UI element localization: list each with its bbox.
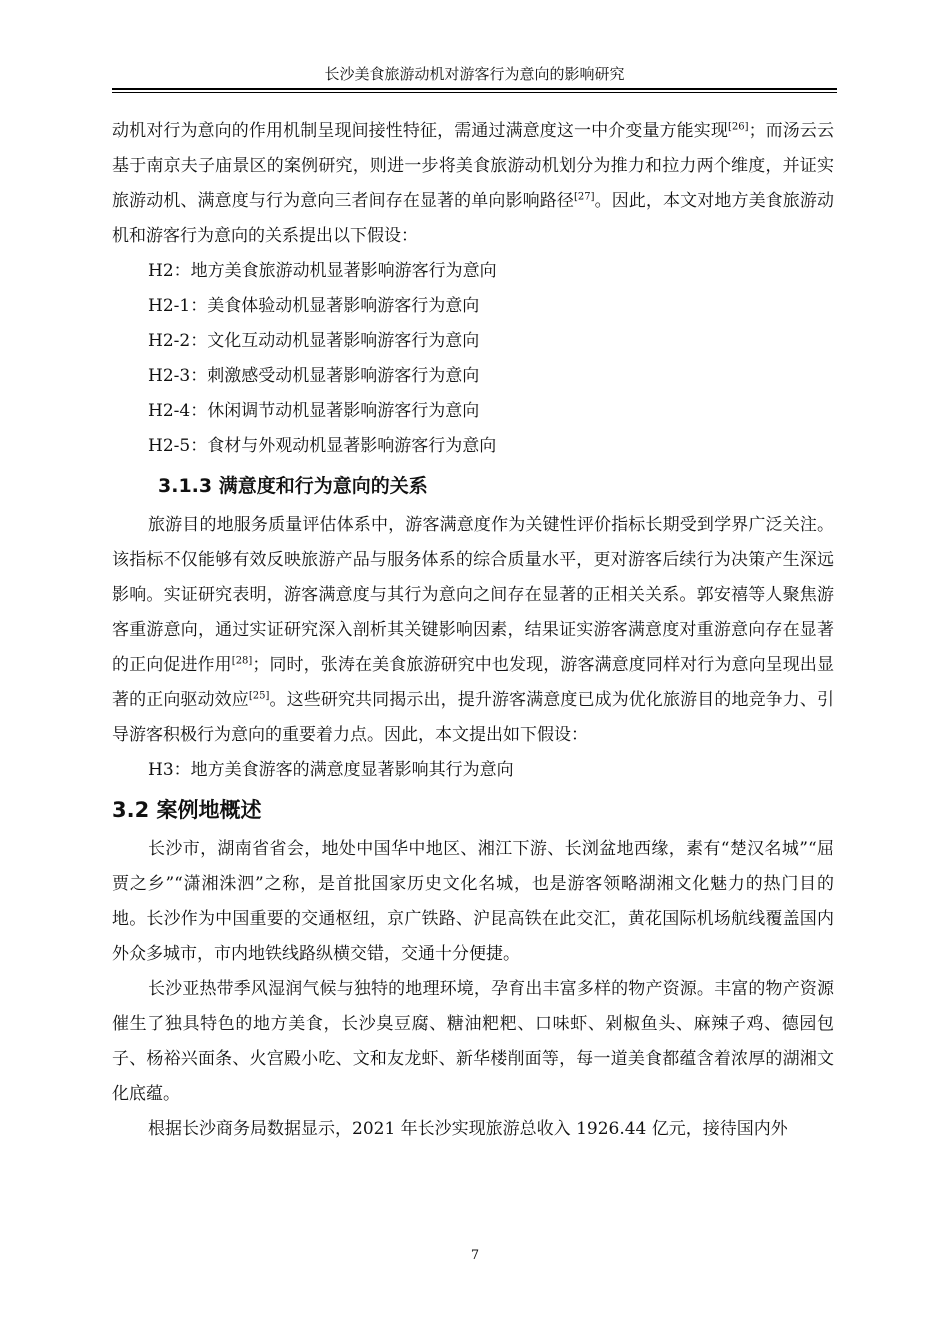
header-rule-thin bbox=[112, 92, 837, 93]
hypothesis-h3: H3：地方美食游客的满意度显著影响其行为意向 bbox=[148, 760, 514, 780]
hypothesis-h2-1: H2-1：美食体验动机显著影响游客行为意向 bbox=[148, 296, 480, 316]
header-rule bbox=[112, 88, 837, 90]
page-number: 7 bbox=[470, 1248, 480, 1263]
hypothesis-h2-4: H2-4：休闲调节动机显著影响游客行为意向 bbox=[148, 401, 480, 421]
hypothesis-h2-5: H2-5：食材与外观动机显著影响游客行为意向 bbox=[148, 436, 497, 456]
citation: [25] bbox=[248, 690, 270, 702]
citation: [27] bbox=[573, 191, 595, 203]
paragraph: 根据长沙商务局数据显示，2021 年长沙实现旅游总收入 1926.44 亿元，接待国内外 bbox=[148, 1119, 788, 1139]
paragraph: 动机对行为意向的作用机制呈现间接性特征，需通过满意度这一中介变量方能实现[26]；而汤云云基于南京夫子庙景区的案例研究，则进一步将美食旅游动机划分为推力和拉力两个维度，并证实旅游动机、满意度与行为意向三者间存在显著的单向影响路径[27]。因此，本文对地方美食旅游动机和游客行为意向的关系提出以下假设： bbox=[112, 121, 835, 246]
subsection-heading: 3.1.3 满意度和行为意向的关系 bbox=[158, 475, 428, 497]
body-text bbox=[112, 114, 834, 1147]
hypothesis-h2-3: H2-3：刺激感受动机显著影响游客行为意向 bbox=[148, 366, 480, 386]
paragraph: 长沙市，湖南省省会，地处中国华中地区、湘江下游、长浏盆地西缘，素有“楚汉名城”“屈贾之乡”“潇湘洙泗”之称，是首批国家历史文化名城，也是游客领略湖湘文化魅力的热门目的地。长沙作为中国重要的交通枢纽，京广铁路、沪昆高铁在此交汇，黄花国际机场航线覆盖国内外众多城市，市内地铁线路纵横交错，交通十分便捷。 bbox=[112, 839, 834, 964]
paragraph: 长沙亚热带季风湿润气候与独特的地理环境，孕育出丰富多样的物产资源。丰富的物产资源催生了独具特色的地方美食，长沙臭豆腐、糖油粑粑、口味虾、剁椒鱼头、麻辣子鸡、德园包子、杨裕兴面条、火宫殿小吃、文和友龙虾、新华楼削面等，每一道美食都蕴含着浓厚的湖湘文化底蕴。 bbox=[112, 979, 834, 1104]
section-heading: 3.2 案例地概述 bbox=[112, 798, 262, 822]
running-header: 长沙美食旅游动机对游客行为意向的影响研究 bbox=[324, 65, 625, 83]
paragraph: 旅游目的地服务质量评估体系中，游客满意度作为关键性评价指标长期受到学界广泛关注。该指标不仅能够有效反映旅游产品与服务体系的综合质量水平，更对游客后续行为决策产生深远影响。实证研究表明，游客满意度与其行为意向之间存在显著的正相关关系。郭安禧等人聚焦游客重游意向，通过实证研究深入剖析其关键影响因素，结果证实游客满意度对重游意向存在显著的正向促进作用[28]；同时，张涛在美食旅游研究中也发现，游客满意度同样对行为意向呈现出显著的正向驱动效应[25]。这些研究共同揭示出，提升游客满意度已成为优化旅游目的地竞争力、引导游客积极行为意向的重要着力点。因此，本文提出如下假设： bbox=[112, 515, 835, 745]
citation: [28] bbox=[231, 655, 253, 667]
citation: [26] bbox=[728, 121, 749, 133]
hypothesis-h2-2: H2-2：文化互动动机显著影响游客行为意向 bbox=[148, 331, 480, 351]
hypothesis-h2: H2：地方美食旅游动机显著影响游客行为意向 bbox=[148, 261, 497, 281]
